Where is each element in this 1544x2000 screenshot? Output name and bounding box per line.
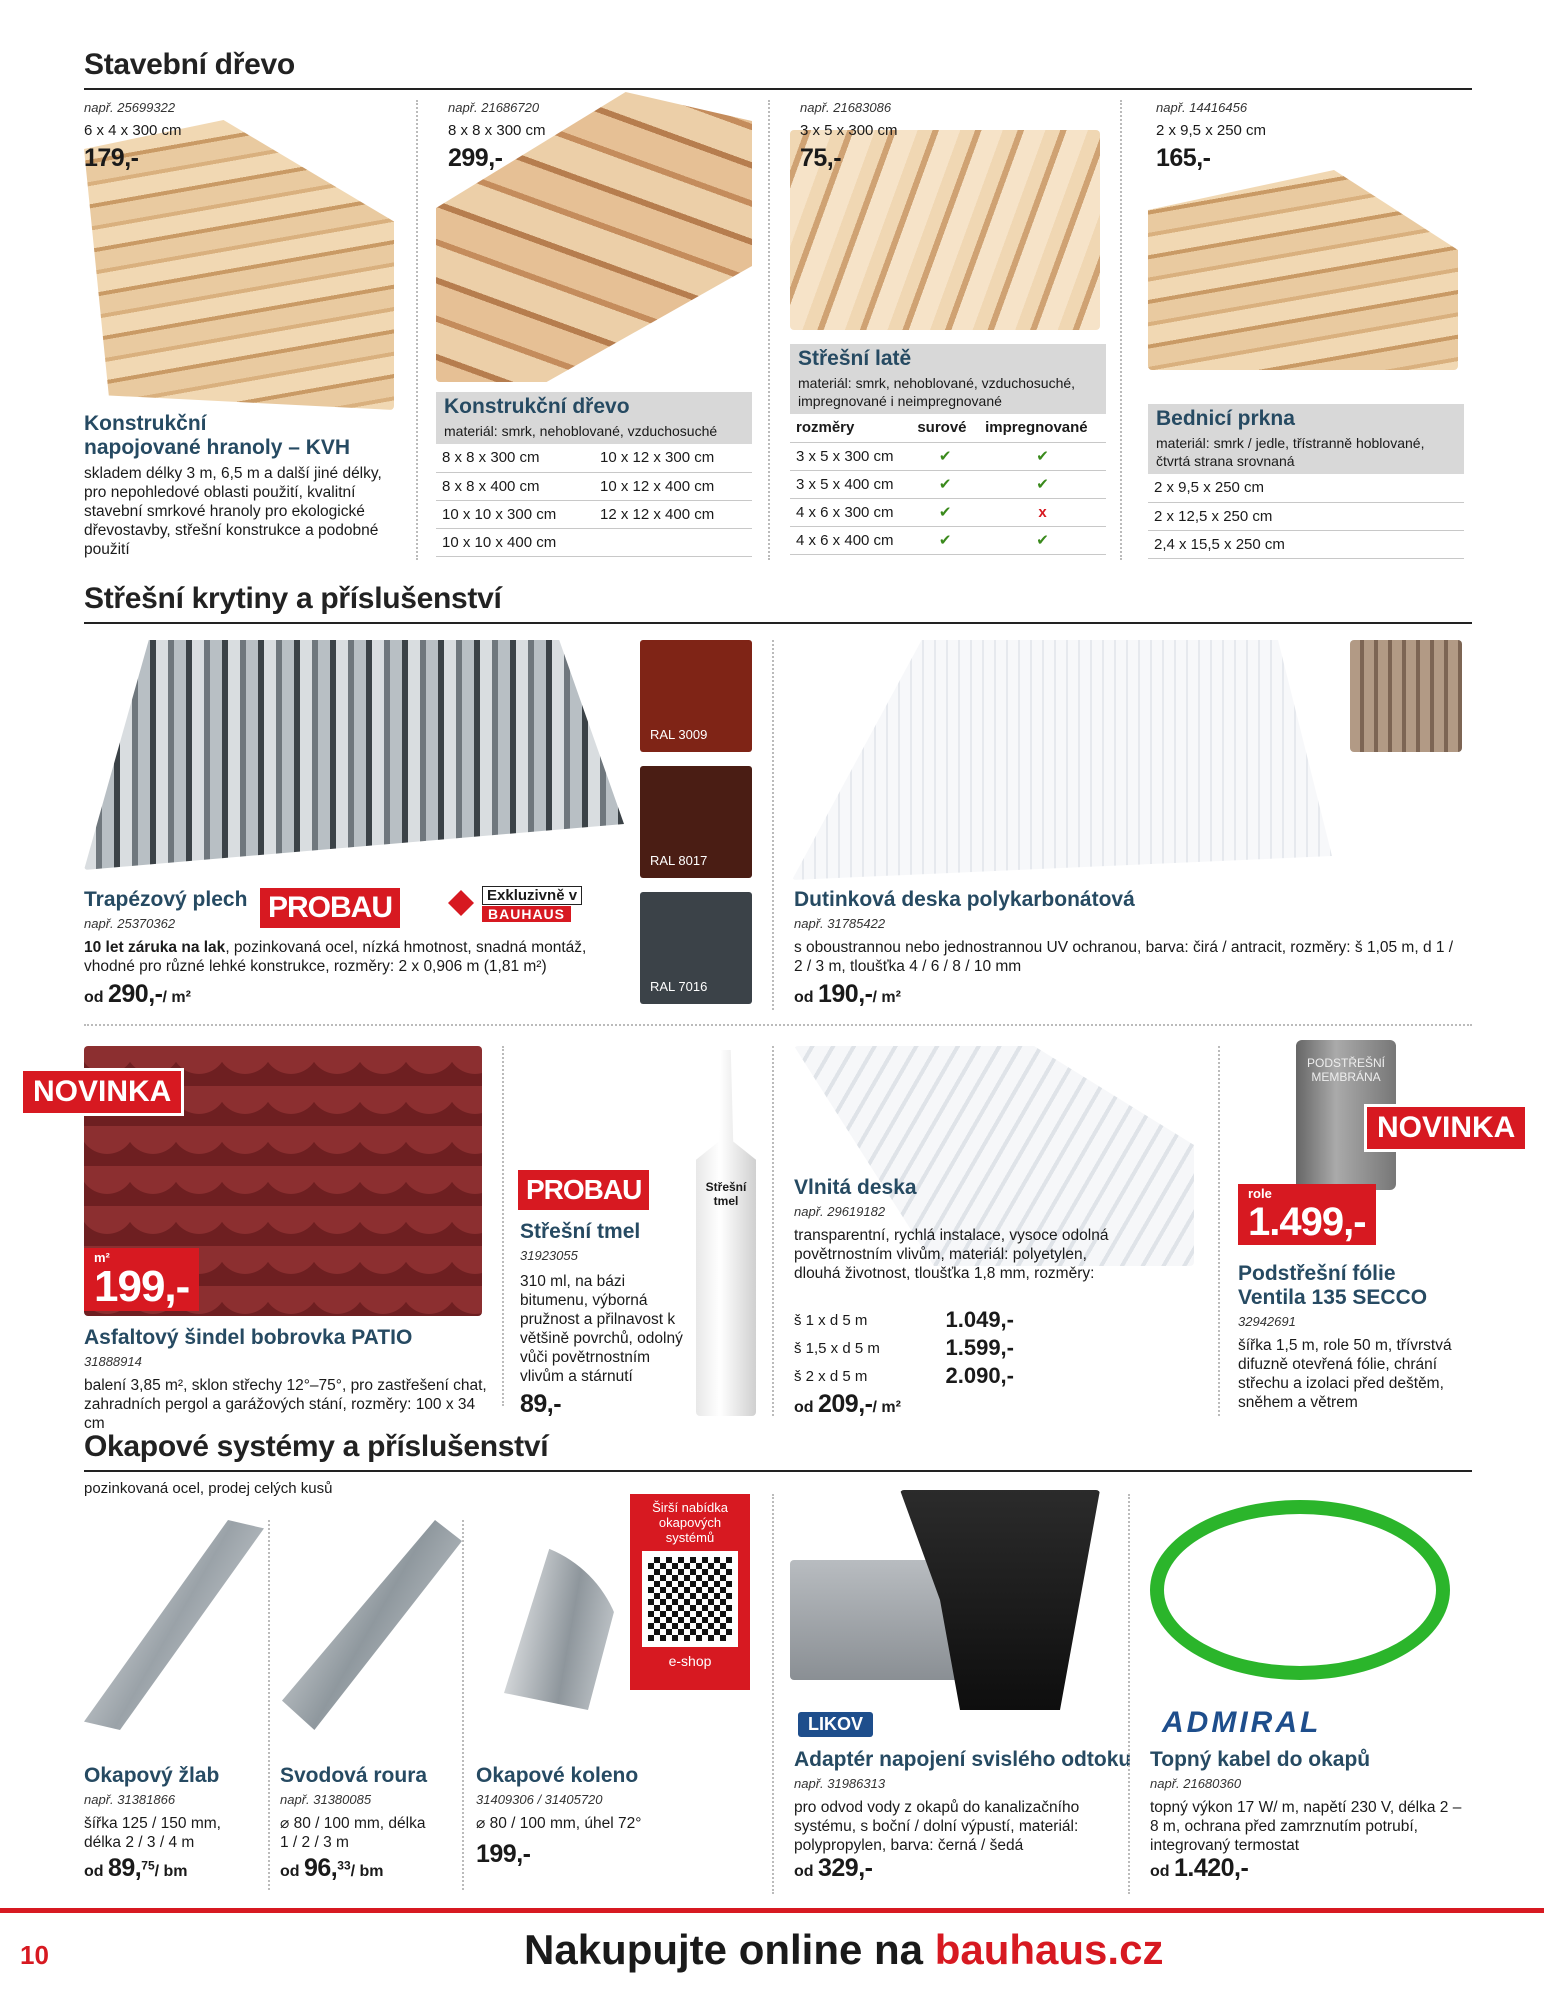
footer-tagline: Nakupujte online na bauhaus.cz xyxy=(524,1926,1164,1973)
product-description: pro odvod vody z okapů do kanalizačního systému, s boční / dolní výpustí, materiál: polypropylen, barva: černá / šedá xyxy=(794,1799,1080,1854)
polycarbonate-sheet-image xyxy=(792,640,1332,880)
table-header-cell: rozměry xyxy=(790,414,911,442)
product-dimension: 3 x 5 x 300 cm xyxy=(800,122,898,139)
heating-cable-image xyxy=(1150,1500,1450,1680)
product-sku: 31923055 xyxy=(520,1248,578,1263)
table-cell: 2,4 x 15,5 x 250 cm xyxy=(1148,530,1464,558)
dimensions-table xyxy=(1148,474,1464,559)
ral-swatch-3009: RAL 3009 xyxy=(640,640,752,752)
material-text: materiál: smrk, nehoblované, vzduchosuché xyxy=(436,422,752,444)
check-icon: ✔ xyxy=(911,470,979,498)
bednici-prkna-spec xyxy=(1148,404,1464,559)
product-price: 199,- xyxy=(476,1840,531,1868)
table-row xyxy=(1148,502,1464,530)
gutter-image xyxy=(84,1520,264,1730)
product-name: Svodová roura xyxy=(280,1764,428,1787)
product-description: transparentní, rychlá instalace, vysoce odolná povětrnostním vlivům, materiál: polyetylen, dlouhá životnost, tloušťka 1,8 mm, rozměry: xyxy=(794,1227,1109,1282)
table-header-row xyxy=(790,414,1106,442)
table-row xyxy=(436,500,752,528)
check-icon: ✔ xyxy=(979,442,1106,470)
product-name: Okapový žlab xyxy=(84,1764,220,1787)
product-price-line: od 1.420,- xyxy=(1150,1854,1249,1882)
product-name: Asfaltový šindel bobrovka PATIO xyxy=(84,1326,413,1349)
product-price-line: od 329,- xyxy=(794,1854,873,1882)
table-cell: 4 x 6 x 400 cm xyxy=(790,526,911,554)
probau-logo: PROBAU xyxy=(260,888,400,928)
table-row xyxy=(794,1362,1014,1390)
check-icon: ✔ xyxy=(911,526,979,554)
table-row xyxy=(794,1306,1014,1334)
section-subtitle: pozinkovaná ocel, prodej celých kusů xyxy=(84,1480,333,1497)
product-price: 1.420,- xyxy=(1174,1854,1249,1882)
product-dimension: 8 x 8 x 300 cm xyxy=(448,122,546,139)
product-description: skladem délky 3 m, 6,5 m a další jiné délky, pro nepohledové oblasti použití, kvalitní stavební smrkové hranoly pro ekologické dřevostavby, střešní konstrukce a podobné použití xyxy=(84,465,382,558)
product-description: ⌀ 80 / 100 mm, délka 1 / 2 / 3 m xyxy=(280,1815,426,1851)
section-title-stresni-krytiny: Střešní krytiny a příslušenství xyxy=(84,582,502,615)
product-name: Konstrukční dřevo xyxy=(436,392,752,422)
table-cell: 10 x 12 x 300 cm xyxy=(594,444,752,472)
product-description: šířka 125 / 150 mm, délka 2 / 3 / 4 m xyxy=(84,1815,221,1851)
check-icon: ✔ xyxy=(911,442,979,470)
product-name: Střešní tmel xyxy=(520,1220,641,1243)
table-cell: 10 x 12 x 400 cm xyxy=(594,472,752,500)
product-price: 290,- xyxy=(108,980,163,1008)
stresni-late-spec xyxy=(790,344,1106,555)
product-name: Topný kabel do okapů xyxy=(1150,1748,1371,1771)
product-price: 190,- xyxy=(818,980,873,1008)
table-cell: 8 x 8 x 300 cm xyxy=(436,444,594,472)
table-row xyxy=(436,444,752,472)
product-description: šířka 1,5 m, role 50 m, třívrstvá difuzně otevřená fólie, chrání střechu a izolaci před deštěm, sněhem a větrem xyxy=(1238,1337,1452,1411)
elbow-image xyxy=(504,1540,624,1710)
product-price: 209,- xyxy=(818,1390,873,1418)
product-price: 165,- xyxy=(1156,144,1211,172)
konstrukcni-drevo-spec xyxy=(436,392,752,557)
product-sku: 32942691 xyxy=(1238,1314,1296,1329)
product-price: 299,- xyxy=(448,144,503,172)
footer-link[interactable]: bauhaus.cz xyxy=(934,1926,1164,1973)
product-name: Konstrukční xyxy=(84,412,207,435)
qr-code-icon xyxy=(642,1551,738,1647)
material-text: materiál: smrk / jedle, třístranně hoblované, čtvrtá strana srovnaná xyxy=(1148,434,1464,474)
eshop-qr-box[interactable]: Širší nabídka okapových systémů e-shop xyxy=(630,1494,750,1690)
probau-logo: PROBAU xyxy=(518,1170,649,1210)
table-row xyxy=(794,1334,1014,1362)
product-sku: např. 21680360 xyxy=(1150,1776,1242,1791)
table-cell xyxy=(594,528,752,556)
product-price: 1.049,- xyxy=(945,1307,1014,1332)
product-sku: např. 25370362 xyxy=(84,916,176,931)
tube-label: Střešní tmel xyxy=(705,1180,747,1208)
material-text: materiál: smrk, nehoblované, vzduchosuché, impregnované i neimpregnované xyxy=(790,374,1106,414)
admiral-logo: ADMIRAL xyxy=(1162,1706,1322,1739)
product-name: Střešní latě xyxy=(790,344,1106,374)
ral-swatch-8017: RAL 8017 xyxy=(640,766,752,878)
cross-icon: x xyxy=(979,498,1106,526)
product-sku: např. 31380085 xyxy=(280,1792,372,1807)
dimensions-table xyxy=(790,414,1106,555)
table-cell: 2 x 9,5 x 250 cm xyxy=(1148,474,1464,502)
product-price: 75,- xyxy=(800,144,842,172)
price-tag: m² 199,- xyxy=(84,1248,199,1311)
product-name: Bednicí prkna xyxy=(1148,404,1464,434)
product-price: 1.499,- xyxy=(1248,1200,1366,1244)
table-cell: 10 x 10 x 400 cm xyxy=(436,528,594,556)
dimensions-table xyxy=(436,444,752,557)
table-row xyxy=(1148,530,1464,558)
bauhaus-diamond-icon xyxy=(448,890,474,916)
product-sku: např. 29619182 xyxy=(794,1204,886,1219)
product-sku: např. 21686720 xyxy=(448,100,540,115)
product-name: Adaptér napojení svislého odtoku xyxy=(794,1748,1132,1771)
product-price: 199,- xyxy=(94,1262,190,1311)
section-title-stavebni-drevo: Stavební dřevo xyxy=(84,48,295,81)
product-price-line: od 89,75/ bm xyxy=(84,1854,188,1882)
product-sku: např. 31986313 xyxy=(794,1776,886,1791)
product-price: 179,- xyxy=(84,144,139,172)
likov-logo: LIKOV xyxy=(798,1712,873,1737)
novinka-badge: NOVINKA xyxy=(20,1068,184,1116)
roll-label: PODSTŘEŠNÍ MEMBRÁNA xyxy=(1306,1056,1385,1084)
table-row xyxy=(436,472,752,500)
table-row xyxy=(790,526,1106,554)
product-name: Okapové koleno xyxy=(476,1764,639,1787)
product-sku: např. 31785422 xyxy=(794,916,886,931)
section-rule xyxy=(84,88,1472,90)
table-cell: 12 x 12 x 400 cm xyxy=(594,500,752,528)
table-row xyxy=(436,528,752,556)
product-price: 96, xyxy=(304,1854,338,1882)
product-name: Podstřešní fólie xyxy=(1238,1262,1396,1285)
product-price-line: od 209,-/ m² xyxy=(794,1390,901,1418)
table-cell: 10 x 10 x 300 cm xyxy=(436,500,594,528)
trapezoid-sheet-image xyxy=(84,640,624,870)
table-header-cell: surové xyxy=(911,414,979,442)
product-name-line2: napojované hranoly – KVH xyxy=(84,436,351,459)
price-tag: role 1.499,- xyxy=(1238,1184,1376,1245)
product-description: topný výkon 17 W/ m, napětí 230 V, délka 2 – 8 m, ochrana před zamrznutím potrubí, integrovaný termostat xyxy=(1150,1799,1462,1854)
product-price-line: od 96,33/ bm xyxy=(280,1854,384,1882)
product-name: Vlnitá deska xyxy=(794,1176,917,1199)
table-cell: 3 x 5 x 400 cm xyxy=(790,470,911,498)
ral-swatch-7016: RAL 7016 xyxy=(640,892,752,1004)
table-row xyxy=(790,498,1106,526)
table-row xyxy=(1148,474,1464,502)
section-rule xyxy=(84,1470,1472,1472)
product-price: 1.599,- xyxy=(945,1335,1014,1360)
sealant-tube-image xyxy=(696,1050,756,1416)
product-description: s oboustrannou nebo jednostrannou UV ochranou, barva: čirá / antracit, rozměry: š 1,05 m, d 1 / 2 / 3 m, tloušťka 4 / 6 / 8 / 10 mm xyxy=(794,939,1454,975)
table-header-cell: impregnované xyxy=(979,414,1106,442)
table-cell: 2 x 12,5 x 250 cm xyxy=(1148,502,1464,530)
check-icon: ✔ xyxy=(979,470,1106,498)
product-price: 2.090,- xyxy=(945,1363,1014,1388)
section-title-okapove-systemy: Okapové systémy a příslušenství xyxy=(84,1430,549,1463)
product-price: 89,- xyxy=(520,1390,562,1418)
table-cell: 4 x 6 x 300 cm xyxy=(790,498,911,526)
product-description: 310 ml, na bázi bitumenu, výborná pružnost a přilnavost k většině povrchů, odolný vůči povětrnostním vlivům a stárnutí xyxy=(520,1273,683,1385)
novinka-badge: NOVINKA xyxy=(1364,1104,1528,1152)
check-icon: ✔ xyxy=(911,498,979,526)
product-sku: 31409306 / 31405720 xyxy=(476,1792,603,1807)
table-cell: 3 x 5 x 300 cm xyxy=(790,442,911,470)
check-icon: ✔ xyxy=(979,526,1106,554)
product-name: Dutinková deska polykarbonátová xyxy=(794,888,1135,911)
product-sku: např. 14416456 xyxy=(1156,100,1248,115)
section-rule xyxy=(84,622,1472,624)
product-price-line: od 190,-/ m² xyxy=(794,980,901,1008)
table-cell: š 1,5 x d 5 m xyxy=(794,1339,880,1357)
product-sku: např. 31381866 xyxy=(84,1792,176,1807)
product-sku: např. 25699322 xyxy=(84,100,176,115)
product-name: Trapézový plech xyxy=(84,888,248,911)
table-row xyxy=(790,470,1106,498)
antracit-swatch xyxy=(1350,640,1462,752)
table-cell: 8 x 8 x 400 cm xyxy=(436,472,594,500)
product-name-line2: Ventila 135 SECCO xyxy=(1238,1286,1428,1309)
product-dimension: 2 x 9,5 x 250 cm xyxy=(1156,122,1267,139)
product-sku: např. 21683086 xyxy=(800,100,892,115)
product-dimension: 6 x 4 x 300 cm xyxy=(84,122,182,139)
product-description: ⌀ 80 / 100 mm, úhel 72° xyxy=(476,1815,642,1832)
product-price-line: od 290,-/ m² xyxy=(84,980,191,1008)
table-row xyxy=(790,442,1106,470)
product-price: 89, xyxy=(108,1854,142,1882)
product-price: 329,- xyxy=(818,1854,873,1882)
product-description: 10 let záruka na lak, pozinkovaná ocel, nízká hmotnost, snadná montáž, vhodné pro různé lehké konstrukce, rozměry: 2 x 0,906 m (1,81 m²) xyxy=(84,939,587,975)
product-sku: 31888914 xyxy=(84,1354,142,1369)
page-number: 10 xyxy=(20,1940,49,1970)
price-table xyxy=(794,1306,1014,1390)
table-cell: š 1 x d 5 m xyxy=(794,1311,868,1329)
footer-rule xyxy=(0,1908,1544,1913)
product-description: balení 3,85 m², sklon střechy 12°–75°, pro zastřešení chat, zahradních pergol a garážových stání, rozměry: 100 x 34 cm xyxy=(84,1377,487,1432)
downpipe-image xyxy=(282,1520,462,1730)
boards-image xyxy=(1148,170,1458,370)
table-cell: š 2 x d 5 m xyxy=(794,1367,868,1385)
